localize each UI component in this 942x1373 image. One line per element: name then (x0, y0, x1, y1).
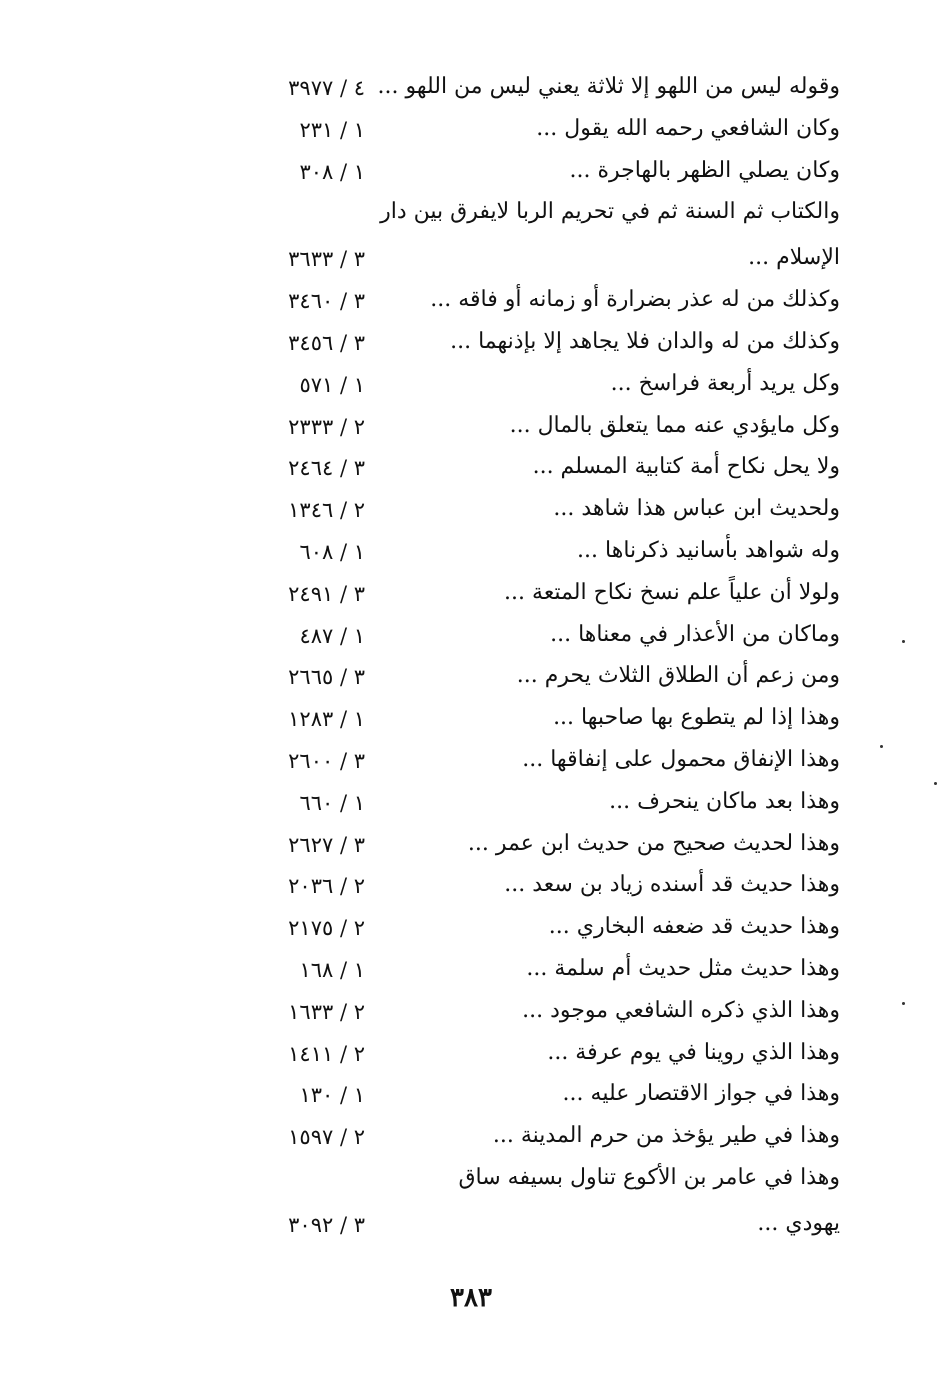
index-entry (240, 1207, 840, 1249)
entry-reference: ٣ / ٣٦٣٣ (288, 247, 365, 272)
scan-speck (902, 1002, 905, 1005)
index-entry (240, 1077, 840, 1119)
entry-text: وماكان من الأعذار في معناها ... (550, 621, 840, 647)
entry-reference: ١ / ١٣٠ (299, 1083, 365, 1108)
entry-reference: ٣ / ٣٤٥٦ (288, 330, 365, 355)
entry-text: وهذا لحديث صحيح من حديث ابن عمر ... (467, 830, 840, 856)
entry-text: وكان يصلي الظهر بالهاجرة ... (569, 157, 840, 183)
entry-text: وهذا في جواز الاقتصار عليه ... (562, 1081, 840, 1107)
entry-text: وهذا في طير يؤخذ من حرم المدينة ... (492, 1123, 840, 1149)
entry-reference: ٢ / ٢٠٣٦ (288, 874, 365, 899)
entry-reference: ١ / ٣٠٨ (299, 159, 365, 184)
scan-speck (902, 640, 905, 643)
entry-reference: ١ / ٤٨٧ (299, 623, 365, 648)
entry-reference: ١ / ٥٧١ (299, 372, 365, 397)
entry-reference: ١ / ١٢٨٣ (288, 707, 365, 732)
entry-text: الإسلام ... (748, 245, 840, 271)
entry-reference: ٤ / ٣٩٧٧ (288, 76, 365, 100)
index-entry (240, 910, 840, 952)
entry-text: وهذا الذي روينا في يوم عرفة ... (547, 1039, 840, 1065)
index-entry (240, 994, 840, 1036)
index-entry (240, 154, 840, 196)
entry-reference: ٢ / ١٤١١ (288, 1041, 365, 1066)
index-entry (240, 450, 840, 492)
entry-text: ولحديث ابن عباس هذا شاهد ... (553, 496, 840, 522)
entry-text: ومن زعم أن الطلاق الثلاث يحرم ... (516, 663, 840, 689)
index-entry (240, 241, 840, 283)
index-entry (240, 618, 840, 660)
entry-reference: ٢ / ١٣٤٦ (288, 498, 365, 523)
index-entry (240, 1036, 840, 1078)
entry-reference: ٣ / ٢٦٢٧ (288, 832, 365, 857)
index-entries (240, 70, 840, 1249)
index-entry (240, 112, 840, 154)
entry-reference: ٣ / ٢٤٦٤ (288, 456, 365, 481)
index-entry (240, 785, 840, 827)
entry-reference: ٢ / ١٥٩٧ (288, 1125, 365, 1150)
entry-reference: ٣ / ٢٦٠٠ (288, 748, 365, 773)
entry-text: وكذلك من له عذر بضرارة أو زمانه أو فاقه ... (430, 287, 840, 313)
index-entry (240, 576, 840, 618)
index-entry (240, 325, 840, 367)
entry-text: وهذا في عامر بن الأكوع تناول بسيفه ساق (458, 1164, 840, 1190)
index-entry (240, 409, 840, 451)
entry-text: وقوله ليس من اللهو إلا ثلاثة يعني ليس من اللهو ... (377, 74, 840, 99)
index-entry (240, 70, 840, 112)
entry-reference: ١ / ٦٦٠ (299, 790, 365, 815)
index-entry (240, 367, 840, 409)
index-entry (240, 1119, 840, 1161)
entry-text: ولا يحل نكاح أمة كتابية المسلم ... (532, 454, 840, 480)
entry-reference: ١ / ١٦٨ (299, 957, 365, 982)
page-number: ٣٨٣ (450, 1283, 492, 1313)
entry-text: وهذا حديث قد ضعفه البخاري ... (548, 914, 840, 940)
index-entry (240, 283, 840, 325)
entry-reference: ١ / ٦٠٨ (299, 539, 365, 564)
entry-reference: ٣ / ٣٤٦٠ (288, 289, 365, 314)
entry-text: يهودي ... (757, 1210, 840, 1236)
entry-text: وهذا بعد ماكان ينحرف ... (609, 788, 840, 814)
index-entry (240, 701, 840, 743)
entry-text: وهذا حديث قد أسنده زياد بن سعد ... (504, 872, 840, 898)
scan-speck (934, 782, 937, 785)
entry-text: وهذا حديث مثل حديث أم سلمة ... (526, 955, 840, 981)
entry-text: وكل يريد أربعة فراسخ ... (610, 370, 840, 396)
entry-reference: ٣ / ٢٦٦٥ (288, 665, 365, 690)
entry-reference: ٣ / ٣٠٩٢ (288, 1212, 365, 1237)
index-entry (240, 952, 840, 994)
index-entry (240, 1161, 840, 1207)
entry-text: وهذا الإنفاق محمول على إنفاقها ... (522, 746, 840, 772)
entry-text: وكذلك من له والدان فلا يجاهد إلا بإذنهما ... (450, 328, 840, 354)
entry-text: ولولا أن علياً علم نسخ نكاح المتعة ... (504, 579, 840, 605)
scan-speck (880, 745, 883, 748)
index-entry (240, 868, 840, 910)
entry-text: وله شواهد بأسانيد ذكرناها ... (577, 537, 840, 563)
index-entry (240, 534, 840, 576)
index-entry (240, 827, 840, 869)
entry-text: وكل مايؤدي عنه مما يتعلق بالمال ... (509, 412, 840, 438)
entry-reference: ٢ / ٢١٧٥ (288, 916, 365, 941)
entry-text: وهذا إذا لم يتطوع بها صاحبها ... (553, 705, 840, 731)
entry-reference: ١ / ٢٣١ (299, 117, 365, 142)
entry-reference: ٣ / ٢٤٩١ (288, 581, 365, 606)
index-entry (240, 743, 840, 785)
entry-text: والكتاب ثم السنة ثم في تحريم الربا لايفرق بين دار (380, 199, 840, 225)
entry-text: وهذا الذي ذكره الشافعي موجود ... (522, 997, 840, 1023)
entry-reference: ٢ / ٢٣٣٣ (288, 414, 365, 439)
entry-text: وكان الشافعي رحمه الله يقول ... (536, 115, 840, 141)
index-entry (240, 659, 840, 701)
index-entry (240, 492, 840, 534)
index-entry (240, 195, 840, 241)
entry-reference: ٢ / ١٦٣٣ (288, 999, 365, 1024)
